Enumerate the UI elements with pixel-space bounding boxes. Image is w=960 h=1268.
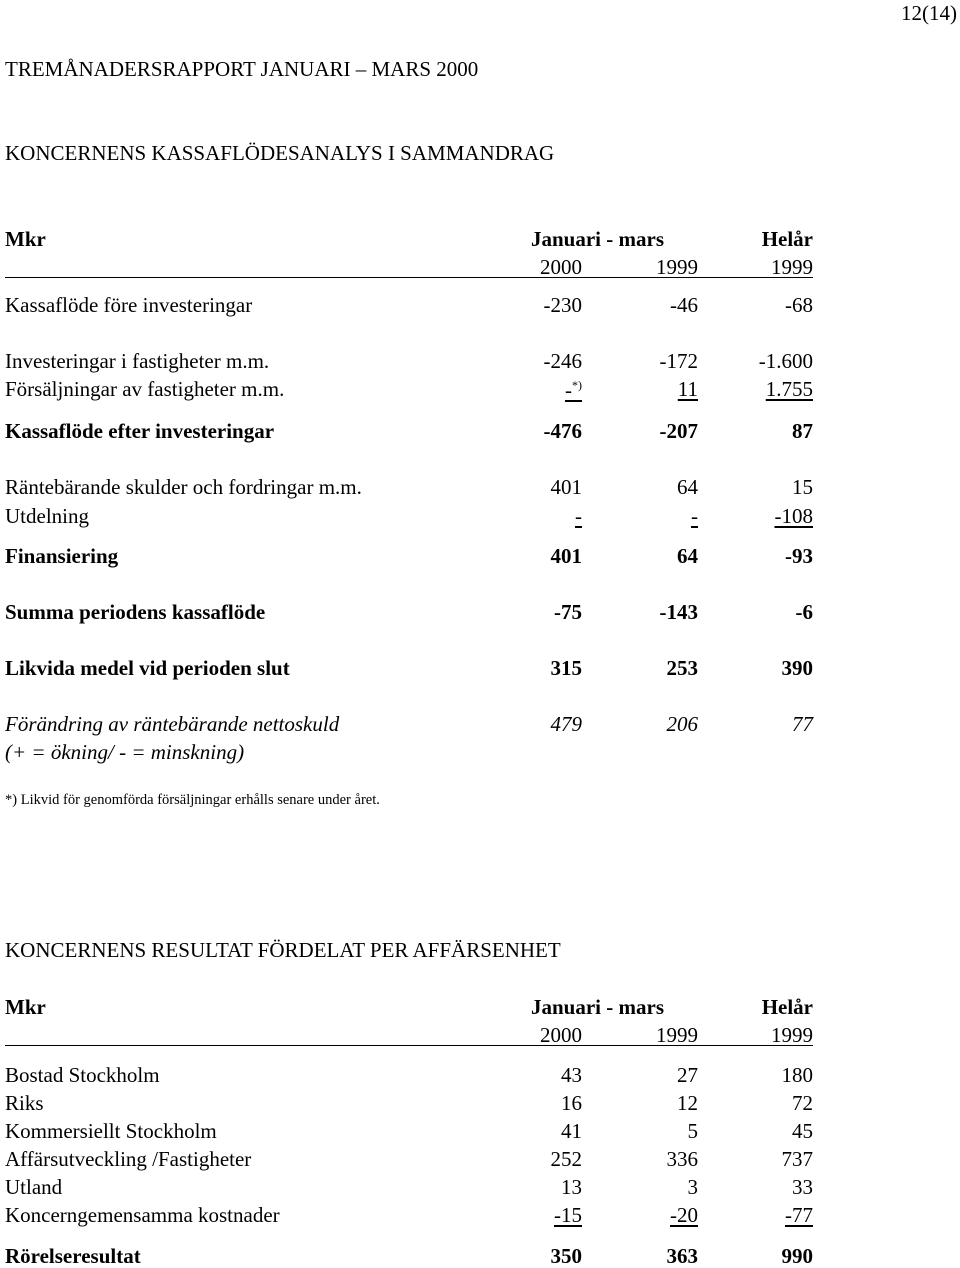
row-label: Försäljningar av fastigheter m.m. <box>5 377 285 401</box>
cell-value: 43 <box>561 1063 582 1087</box>
cell-value: 64 <box>677 475 698 499</box>
footnote-text: Likvid för genomförda försäljningar erhålls senare under året. <box>20 792 380 808</box>
segments-year-col3: 1999 <box>771 1023 813 1047</box>
cell-value: 77 <box>792 712 813 736</box>
segments-unit-header: Mkr <box>5 995 46 1019</box>
cell-value: 390 <box>781 656 813 680</box>
segments-year-col2: 1999 <box>656 1023 698 1047</box>
cell-value: -476 <box>543 419 582 443</box>
cell-value: 363 <box>666 1244 698 1268</box>
cashflow-year-col3: 1999 <box>771 255 813 279</box>
cell-value: 15 <box>792 475 813 499</box>
page-number: 12(14) <box>901 1 957 25</box>
cell-value: 13 <box>561 1175 582 1199</box>
row-label: Räntebärande skulder och fordringar m.m. <box>5 475 362 499</box>
cell-value: 737 <box>781 1147 813 1171</box>
cell-value: -77 <box>785 1203 813 1227</box>
cell-value: 315 <box>550 656 582 680</box>
cell-value: 72 <box>792 1091 813 1115</box>
cell-value: 350 <box>550 1244 582 1268</box>
cell-value: 16 <box>561 1091 582 1115</box>
cashflow-unit-header: Mkr <box>5 227 46 251</box>
cell-value: 45 <box>792 1119 813 1143</box>
cell-value: -230 <box>543 293 582 317</box>
cell-value: -15 <box>554 1203 582 1227</box>
row-label: Förändring av räntebärande nettoskuld <box>5 712 340 736</box>
cell-value: - <box>575 504 582 528</box>
cell-value: -93 <box>785 544 813 568</box>
cell-value: 253 <box>666 656 698 680</box>
row-label: Rörelseresultat <box>5 1244 141 1268</box>
row-label: Kassaflöde före investeringar <box>5 293 253 317</box>
cell-value: -75 <box>554 600 582 624</box>
cell-value: -108 <box>774 504 813 528</box>
footnote <box>5 793 380 808</box>
cell-value: 33 <box>792 1175 813 1199</box>
cell-value: 252 <box>550 1147 582 1171</box>
cell-value: -246 <box>543 349 582 373</box>
footnote-marker: *) <box>5 792 18 808</box>
footnote-marker: *) <box>572 378 582 392</box>
cell-value: 64 <box>677 544 698 568</box>
cell-value: -143 <box>659 600 698 624</box>
row-label: Kommersiellt Stockholm <box>5 1119 217 1143</box>
row-label: Kassaflöde efter investeringar <box>5 419 275 443</box>
row-label: Investeringar i fastigheter m.m. <box>5 349 270 373</box>
row-label: Summa periodens kassaflöde <box>5 600 266 624</box>
row-label: Affärsutveckling /Fastigheter <box>5 1147 252 1171</box>
cashflow-fullyear-header: Helår <box>761 227 813 251</box>
cell-value: 41 <box>561 1119 582 1143</box>
cell-value: 180 <box>781 1063 813 1087</box>
cell-value: 11 <box>677 377 698 401</box>
net-debt-note: (+ = ökning/ - = minskning) <box>5 740 245 764</box>
cell-value: 990 <box>781 1244 813 1268</box>
row-label: Bostad Stockholm <box>5 1063 160 1087</box>
row-label: Finansiering <box>5 544 119 568</box>
cashflow-period-header: Januari - mars <box>531 227 664 251</box>
cell-value: 87 <box>792 419 813 443</box>
cell-value: 27 <box>677 1063 698 1087</box>
cashflow-title: KONCERNENS KASSAFLÖDESANALYS I SAMMANDRAG <box>5 141 555 165</box>
cell-value: -*) <box>565 378 582 402</box>
cell-value: 336 <box>666 1147 698 1171</box>
row-label: Koncerngemensamma kostnader <box>5 1203 280 1227</box>
cell-value: -172 <box>659 349 698 373</box>
cashflow-year-col1: 2000 <box>540 255 582 279</box>
cell-value: -1.600 <box>758 349 813 373</box>
report-title: TREMÅNADERSRAPPORT JANUARI – MARS 2000 <box>5 57 479 81</box>
cell-value: 479 <box>550 712 582 736</box>
segments-fullyear-header: Helår <box>761 995 813 1019</box>
segments-period-header: Januari - mars <box>531 995 664 1019</box>
segments-title: KONCERNENS RESULTAT FÖRDELAT PER AFFÄRSENHET <box>5 938 561 962</box>
cell-value: 5 <box>687 1119 698 1143</box>
cell-value: - <box>691 504 698 528</box>
cell-value: -20 <box>670 1203 698 1227</box>
row-label: Utdelning <box>5 504 89 528</box>
cell-value: -6 <box>795 600 813 624</box>
row-label: Riks <box>5 1091 44 1115</box>
cashflow-header-rule <box>5 277 813 278</box>
cell-value: -207 <box>659 419 698 443</box>
segments-year-col1: 2000 <box>540 1023 582 1047</box>
cell-value: 12 <box>677 1091 698 1115</box>
row-label: Likvida medel vid perioden slut <box>5 656 290 680</box>
cell-value: 1.755 <box>765 377 813 401</box>
cell-value: 3 <box>687 1175 698 1199</box>
cell-value: 401 <box>550 475 582 499</box>
cell-value: -68 <box>785 293 813 317</box>
row-label: Utland <box>5 1175 63 1199</box>
cell-value: -46 <box>670 293 698 317</box>
cell-value: 206 <box>666 712 698 736</box>
segments-header-rule <box>5 1045 813 1046</box>
cell-value: 401 <box>550 544 582 568</box>
cashflow-year-col2: 1999 <box>656 255 698 279</box>
